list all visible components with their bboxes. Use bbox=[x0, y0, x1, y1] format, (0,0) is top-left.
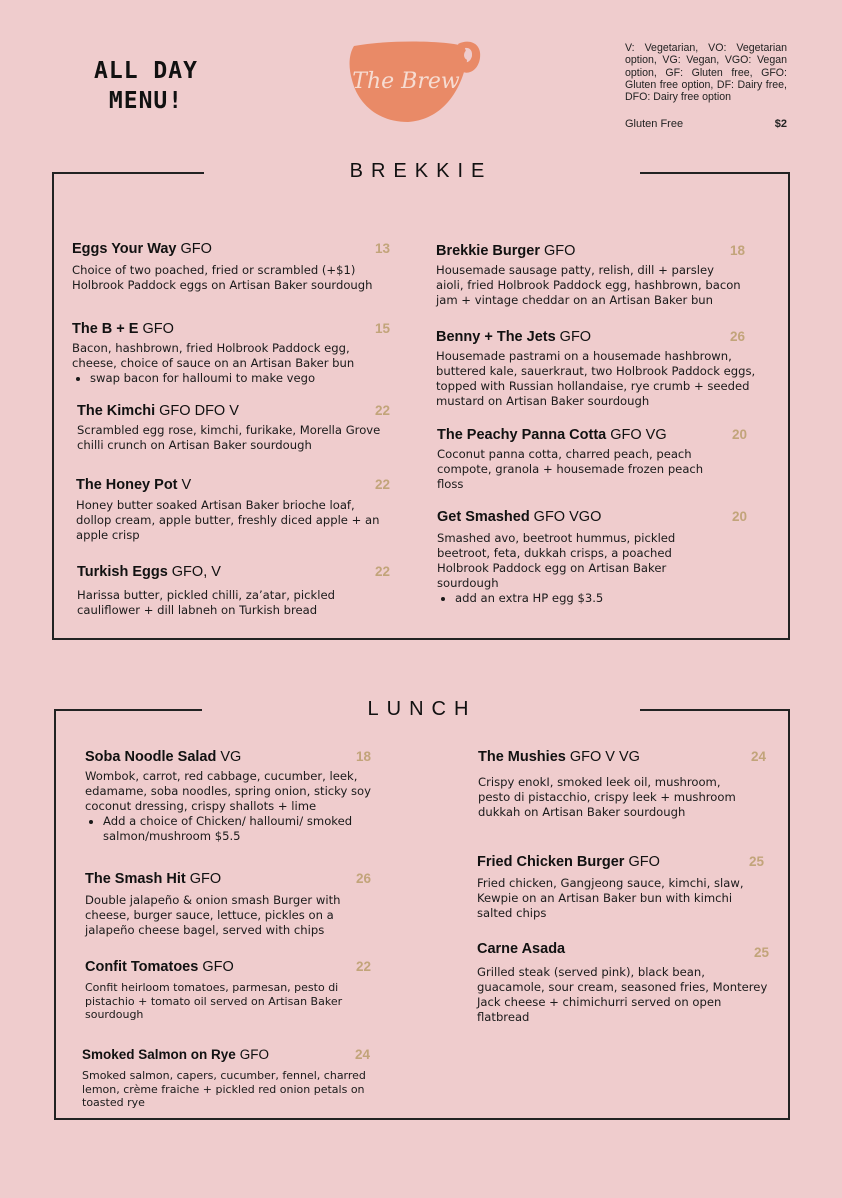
item-name: Brekkie Burger bbox=[436, 243, 540, 259]
item-name: Smoked Salmon on Rye bbox=[82, 1047, 236, 1062]
item-description: Honey butter soaked Artisan Baker brioche loaf, dollop cream, apple butter, freshly diced apple + an apple crisp bbox=[76, 498, 380, 542]
item-addon: • Add a choice of Chicken/ halloumi/ smoked salmon/mushroom $5.5 bbox=[103, 814, 387, 844]
item-name: The Mushies bbox=[478, 749, 566, 765]
item-tags: GFO DFO V bbox=[159, 403, 239, 419]
menu-title bbox=[80, 56, 212, 116]
item-description: Housemade pastrami on a housemade hashbrown, buttered kale, sauerkraut, two Holbrook Paddock eggs, topped with Russian hollandaise, rye crumb + seeded mustard on Artisan Baker sourdough bbox=[436, 349, 756, 408]
item-tags: GFO bbox=[239, 1047, 270, 1062]
item-description: Scrambled egg rose, kimchi, furikake, Morella Grove chilli crunch on Artisan Baker sourdough bbox=[77, 423, 381, 452]
item-name: Get Smashed bbox=[437, 509, 530, 525]
dietary-legend: V: Vegetarian, VO: Vegetarian option, VG: Vegan, VGO: Vegan option, GF: Gluten free, GFO: Gluten free option, DF: Dairy free, DFO: Dairy free option bbox=[625, 42, 787, 104]
menu-item bbox=[477, 938, 769, 1025]
item-description: Choice of two poached, fried or scrambled (+$1) Holbrook Paddock eggs on Artisan Baker sourdough bbox=[72, 263, 373, 292]
item-tags: V bbox=[181, 477, 192, 493]
item-price: 26 bbox=[729, 329, 745, 344]
menu-item bbox=[85, 868, 371, 938]
item-price: 20 bbox=[731, 427, 747, 442]
item-addon: • swap bacon for halloumi to make vego bbox=[90, 371, 390, 386]
gluten-free-surcharge bbox=[625, 118, 787, 130]
item-price: 22 bbox=[355, 959, 371, 974]
item-tags: VG bbox=[220, 749, 242, 765]
menu-item bbox=[85, 746, 387, 844]
item-tags: GFO bbox=[628, 854, 660, 870]
menu-item bbox=[72, 238, 390, 293]
menu-item bbox=[436, 326, 756, 409]
logo-text: The Brew bbox=[352, 69, 460, 94]
item-price: 24 bbox=[750, 749, 766, 764]
item-name: The Kimchi bbox=[77, 403, 156, 419]
item-name: Fried Chicken Burger bbox=[477, 854, 625, 870]
menu-item bbox=[77, 561, 390, 618]
menu-item bbox=[72, 318, 390, 386]
item-price: 25 bbox=[753, 945, 769, 960]
item-description: Crispy enokI, smoked leek oil, mushroom, pesto di pistacchio, crispy leek + mushroom dukkah on Artisan Baker sourdough bbox=[478, 775, 736, 819]
menu-title-line1: ALL DAY bbox=[94, 58, 198, 84]
item-price: 25 bbox=[748, 854, 764, 869]
brekkie-title: BREKKIE bbox=[349, 160, 493, 182]
item-name: The Peachy Panna Cotta bbox=[437, 427, 607, 443]
menu-item bbox=[437, 506, 747, 606]
item-price: 26 bbox=[355, 871, 371, 886]
item-tags: GFO VG bbox=[610, 427, 667, 443]
item-price: 22 bbox=[374, 564, 390, 579]
item-name: The B + E bbox=[72, 321, 139, 337]
menu-item bbox=[477, 851, 764, 921]
item-tags: GFO bbox=[202, 959, 234, 975]
menu-title-line2: MENU! bbox=[108, 88, 184, 114]
item-description: Harissa butter, pickled chilli, za’atar, pickled cauliflower + dill labneh on Turkish bread bbox=[77, 588, 335, 617]
item-description: Coconut panna cotta, charred peach, peach compote, granola + housemade frozen peach floss bbox=[437, 447, 704, 491]
gluten-free-label: Gluten Free bbox=[625, 118, 684, 130]
item-name: Carne Asada bbox=[477, 941, 566, 957]
menu-item bbox=[77, 400, 390, 453]
item-addon-list bbox=[72, 371, 390, 386]
item-price: 18 bbox=[729, 243, 745, 258]
item-tags: GFO, V bbox=[171, 564, 221, 580]
item-description: Smoked salmon, capers, cucumber, fennel, charred lemon, crème fraiche + pickled red onion petals on toasted rye bbox=[82, 1069, 366, 1110]
item-description: Bacon, hashbrown, fried Holbrook Paddock egg, cheese, choice of sauce on an Artisan Baker bun bbox=[72, 341, 355, 370]
item-description: Grilled steak (served pink), black bean, guacamole, sour cream, seasoned fries, Monterey Jack cheese + chimichurri served on open flatbread bbox=[477, 965, 768, 1024]
item-price: 22 bbox=[374, 477, 390, 492]
item-tags: GFO bbox=[543, 243, 576, 259]
gluten-free-price: $2 bbox=[774, 118, 787, 130]
item-price: 18 bbox=[355, 749, 371, 764]
menu-item bbox=[437, 424, 747, 492]
item-price: 24 bbox=[354, 1047, 370, 1062]
item-description: Fried chicken, Gangjeong sauce, kimchi, slaw, Kewpie on an Artisan Baker bun with kimchi salted chips bbox=[477, 876, 744, 920]
menu-item bbox=[85, 956, 371, 1022]
item-tags: GFO V VG bbox=[569, 749, 640, 765]
item-description: Confit heirloom tomatoes, parmesan, pesto di pistachio + tomato oil served on Artisan Baker sourdough bbox=[85, 981, 343, 1022]
item-addon: • add an extra HP egg $3.5 bbox=[455, 591, 747, 606]
menu-item bbox=[76, 474, 390, 543]
item-name: Benny + The Jets bbox=[436, 329, 556, 345]
item-description: Smashed avo, beetroot hummus, pickled beetroot, feta, dukkah crisps, a poached Holbrook Paddock egg on Artisan Baker sourdough bbox=[437, 531, 676, 590]
item-name: Eggs Your Way bbox=[72, 241, 177, 257]
item-description: Housemade sausage patty, relish, dill + parsley aioli, fried Holbrook Paddock egg, hashbrown, bacon jam + vintage cheddar on an Artisan Baker bun bbox=[436, 263, 741, 307]
item-tags: GFO bbox=[189, 871, 222, 887]
item-tags: GFO VGO bbox=[533, 509, 602, 525]
menu-item bbox=[436, 240, 745, 308]
item-price: 22 bbox=[374, 403, 390, 418]
item-price: 13 bbox=[374, 241, 390, 256]
item-addon-list bbox=[85, 814, 387, 844]
item-name: Turkish Eggs bbox=[77, 564, 168, 580]
item-description: Double jalapeño & onion smash Burger with cheese, burger sauce, lettuce, pickles on a jalapeño cheese bagel, served with chips bbox=[85, 893, 341, 937]
item-description: Wombok, carrot, red cabbage, cucumber, leek, edamame, soba noodles, spring onion, sticky soy coconut dressing, crispy shallots + lime bbox=[85, 769, 372, 813]
item-tags: GFO bbox=[180, 241, 212, 257]
item-tags: GFO bbox=[559, 329, 592, 345]
item-name: The Smash Hit bbox=[85, 871, 186, 887]
menu-item bbox=[82, 1044, 370, 1110]
item-price: 15 bbox=[374, 321, 390, 336]
cafe-logo bbox=[346, 36, 482, 126]
menu-item bbox=[478, 746, 766, 820]
item-name: Confit Tomatoes bbox=[85, 959, 199, 975]
lunch-title: LUNCH bbox=[367, 698, 477, 720]
item-name: Soba Noodle Salad bbox=[85, 749, 217, 765]
item-price: 20 bbox=[731, 509, 747, 524]
item-tags: GFO bbox=[142, 321, 174, 337]
item-addon-list bbox=[437, 591, 747, 606]
item-name: The Honey Pot bbox=[76, 477, 178, 493]
